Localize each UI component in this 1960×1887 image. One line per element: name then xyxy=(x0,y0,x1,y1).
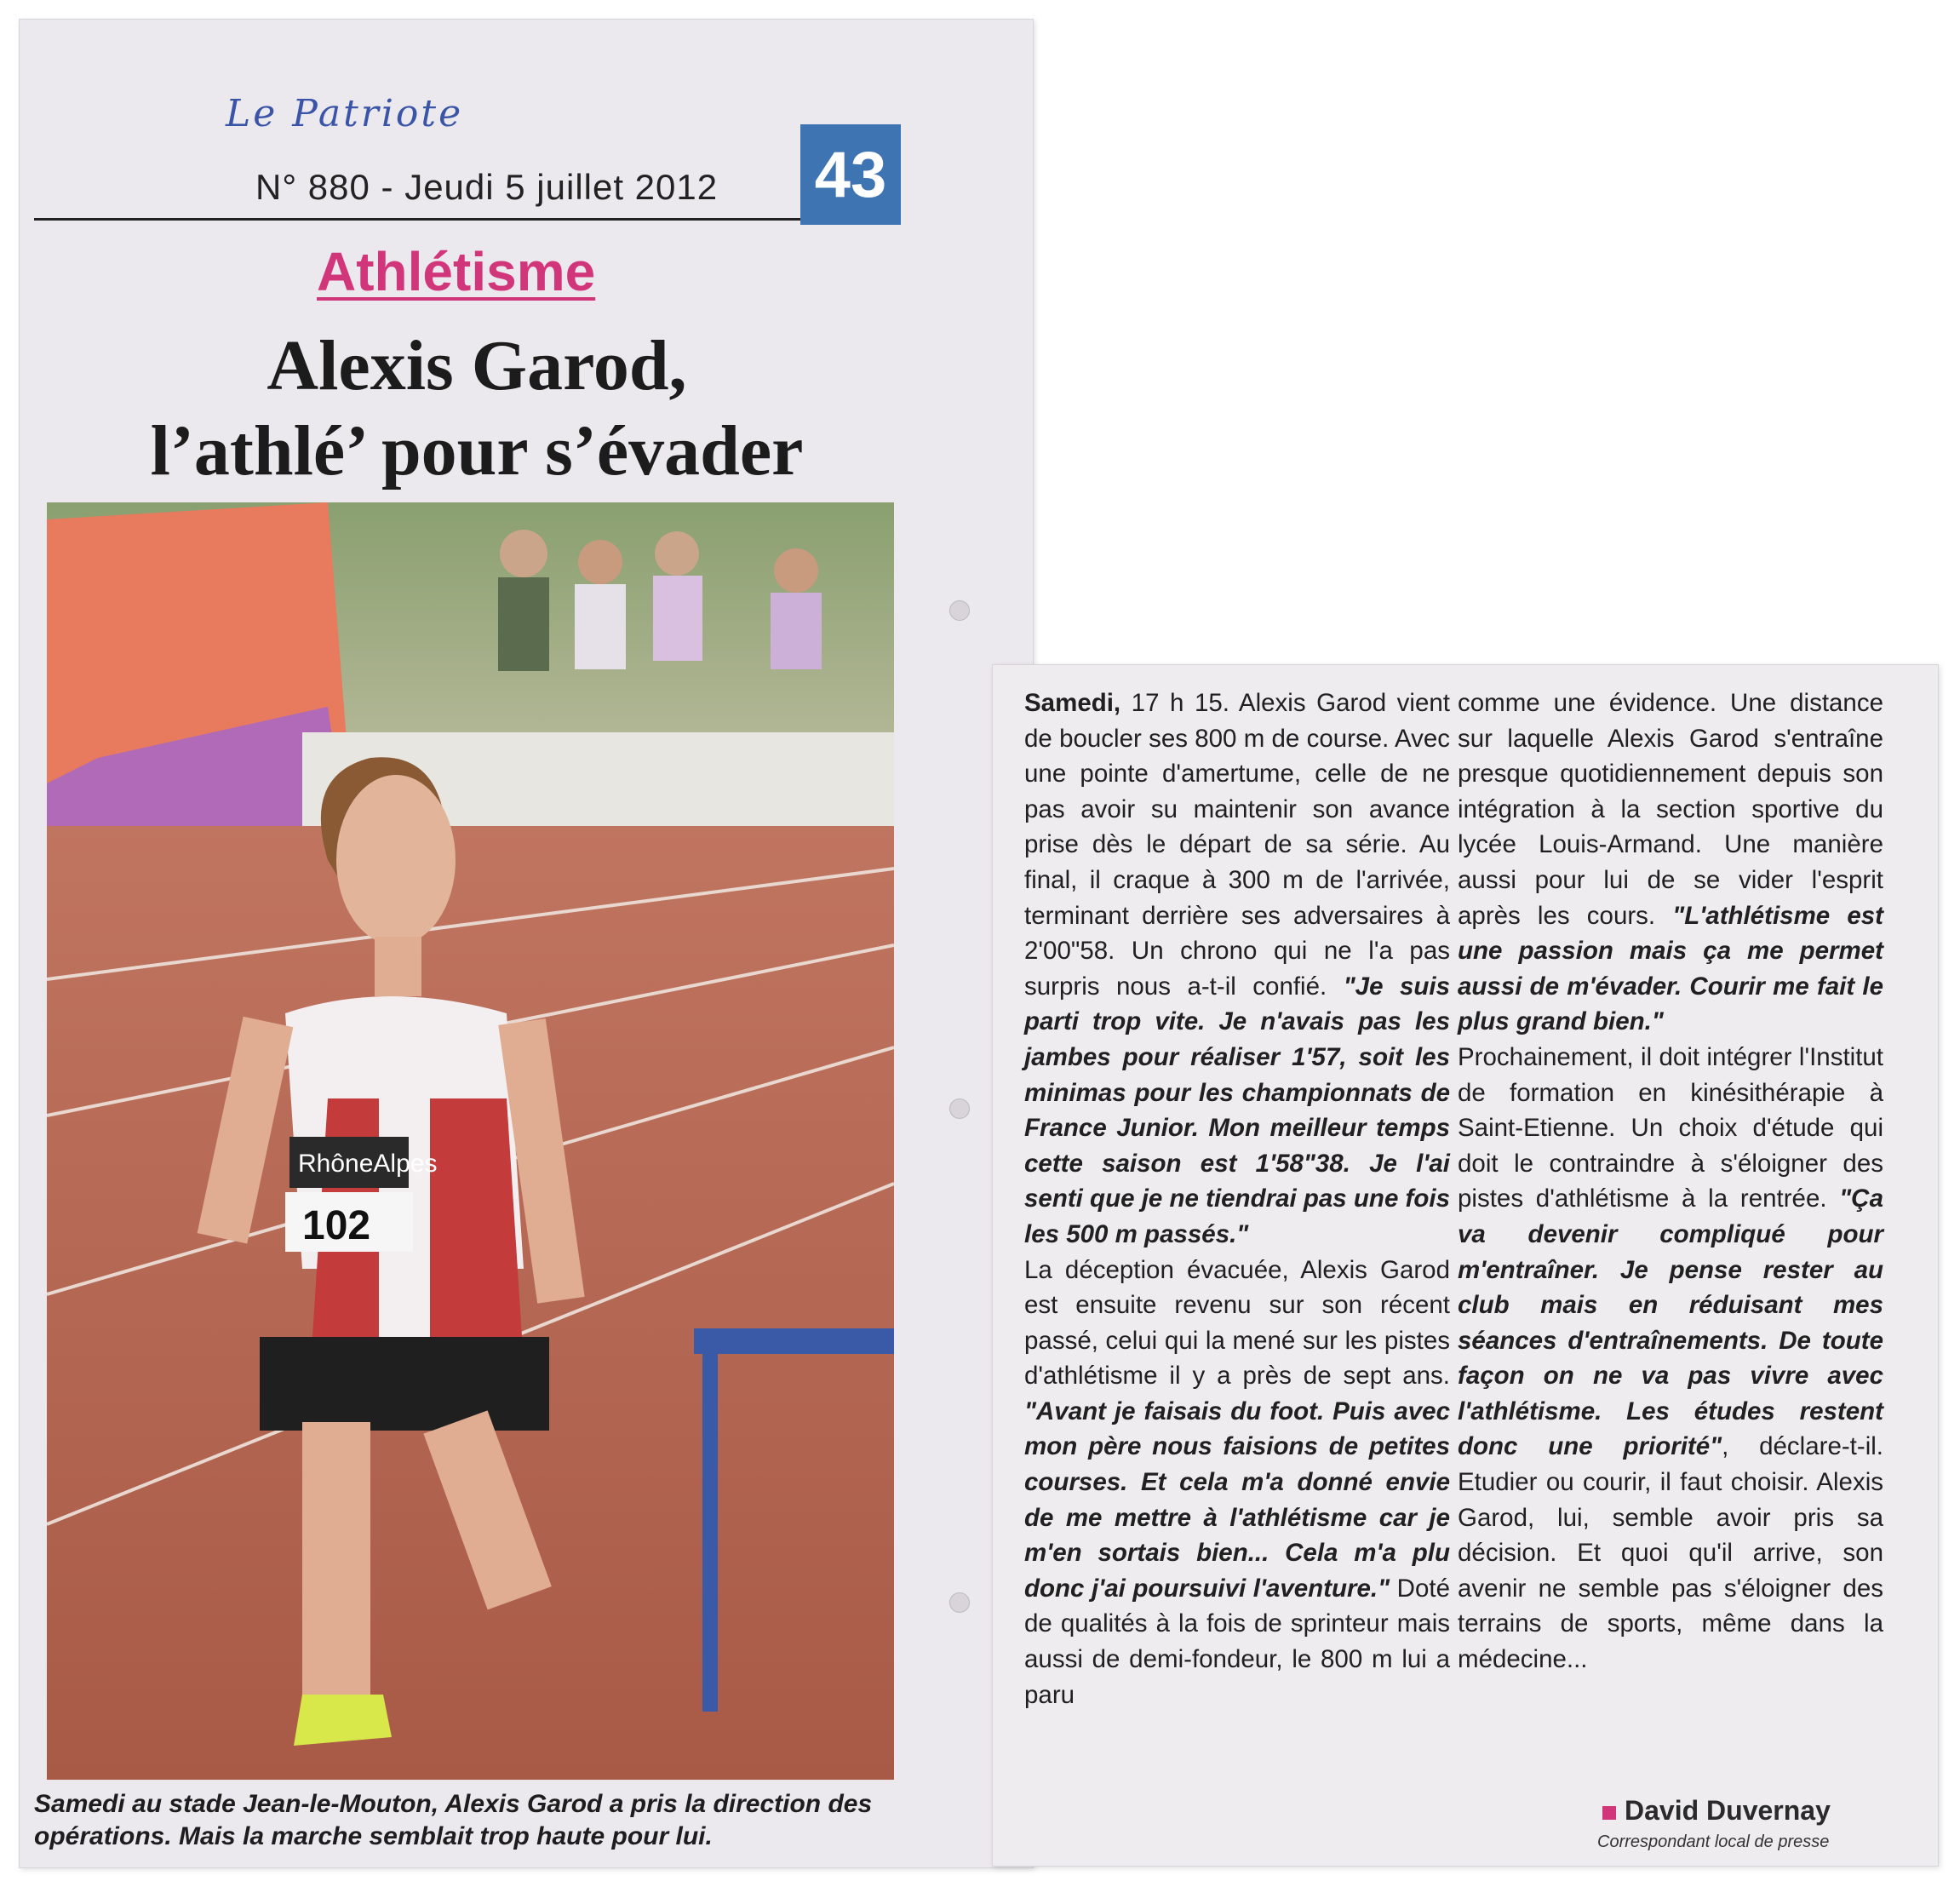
col1-lead: Samedi, xyxy=(1024,689,1121,717)
byline xyxy=(1602,1795,1831,1827)
col2-text-1: comme une évidence. Une distance sur laquelle Alexis Garod s'entraîne presque quotidiennement depuis son intégration à la section sportive du lycée Louis-Armand. Une manière aussi pour lui de se vider l'esprit après les cours. xyxy=(1458,689,1883,930)
col1-quote-2: "Avant je faisais du foot. Puis avec mon père nous faisions de petites courses. Et cela m'a donné envie de me mettre à l'athlétisme car je m'en sortais bien... Cela m'a plu donc j'ai poursuivi l'aventure." xyxy=(1024,1397,1450,1603)
col2-quote-2: "Ça va devenir compliqué pour m'entraîner. Je pense rester au club mais en réduisant mes séances d'entraînements. De toute façon on ne va pas vivre avec l'athlétisme. Les études restent donc une priorité" xyxy=(1458,1184,1883,1461)
col1-text-1: 17 h 15. Alexis Garod vient de boucler ses 800 m de course. Avec une pointe d'amertume, celle de ne pas avoir su maintenir son avance prise dès le départ de sa série. Au final, il craque à 300 m de l'arrivée, terminant derrière ses adversaires à 2'00"58. Un chrono qui ne l'a pas surpris nous a-t-il confié. xyxy=(1024,689,1450,1001)
issue-date-line: N° 880 - Jeudi 5 juillet 2012 xyxy=(255,167,719,207)
header-rule xyxy=(34,218,894,221)
col2-text-3: , déclare-t-il. Etudier ou courir, il faut choisir. Alexis Garod, lui, semble avoir pris sa décision. Et quoi qu'il arrive, son avenir ne semble pas s'éloigner des terrains de sports, même dans la médecine... xyxy=(1458,1432,1883,1674)
col2-quote-1: "L'athlétisme est une passion mais ça me permet aussi de m'évader. Courir me fait le plus grand bien." xyxy=(1458,901,1883,1036)
punch-hole xyxy=(949,600,970,621)
punch-hole xyxy=(949,1098,970,1119)
col2-text-2: Prochainement, il doit intégrer l'Institut de formation en kinésithérapie à Saint-Etienne. Un choix d'étude qui doit le contraindre à s'éloigner des pistes d'athlétisme à la rentrée. xyxy=(1458,1042,1883,1213)
article-column-1 xyxy=(1024,685,1450,1712)
section-rubric: Athlétisme xyxy=(317,241,596,302)
headline-line-1: Alexis Garod, xyxy=(266,326,687,405)
col1-paragraph-2 xyxy=(1024,1253,1450,1713)
col1-text-3: Doté de qualités à la fois de sprinteur mais aussi de demi-fondeur, le 800 m lui a paru xyxy=(1024,1574,1450,1709)
article-column-2 xyxy=(1458,685,1883,1678)
byline-role: Correspondant local de presse xyxy=(1597,1833,1830,1851)
col2-paragraph-1 xyxy=(1458,685,1883,1040)
article-headline xyxy=(51,324,903,494)
col2-paragraph-2 xyxy=(1458,1040,1883,1678)
byline-author: David Duvernay xyxy=(1625,1795,1831,1826)
byline-marker xyxy=(1602,1806,1616,1820)
bib-number: 102 xyxy=(302,1203,371,1248)
punch-hole xyxy=(949,1592,970,1613)
photo-banner-text: RhôneAlpes xyxy=(298,1150,438,1178)
runner-photo-illustration xyxy=(47,502,894,1780)
page-number-badge: 43 xyxy=(800,124,901,225)
headline-line-2: l’athlé’ pour s’évader xyxy=(150,411,804,490)
article-photo xyxy=(47,502,894,1780)
handwritten-newspaper-name: Le Patriote xyxy=(226,92,464,135)
col1-quote-1: "Je suis parti trop vite. Je n'avais pas les jambes pour réaliser 1'57, soit les minimas pour les championnats de France Junior. Mon meilleur temps cette saison est 1'58"38. Je l'ai senti que je ne tiendrai pas une fois les 500 m passés." xyxy=(1024,972,1450,1248)
col1-text-2: La déception évacuée, Alexis Garod est ensuite revenu sur son récent passé, celui qui la mené sur les pistes d'athlétisme il y a près de sept ans. xyxy=(1024,1255,1450,1391)
photo-caption: Samedi au stade Jean-le-Mouton, Alexis Garod a pris la direction des opérations. Mais la marche semblait trop haute pour lui. xyxy=(34,1790,873,1850)
col1-paragraph-1 xyxy=(1024,685,1450,1253)
